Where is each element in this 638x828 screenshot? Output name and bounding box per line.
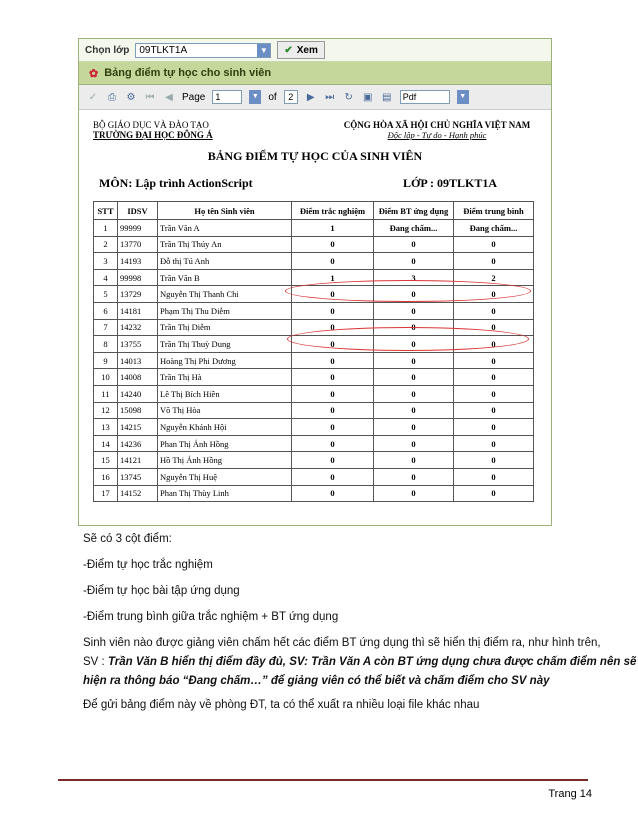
table-cell: 7 [94, 319, 118, 336]
table-cell: Trần Văn A [158, 220, 292, 237]
class-label: Chọn lớp [85, 44, 130, 56]
table-cell: 0 [292, 253, 374, 270]
report-header-right [337, 120, 537, 140]
table-cell: 3 [94, 253, 118, 270]
table-cell: 14236 [118, 435, 158, 452]
report-header [93, 120, 537, 140]
table-cell: 13729 [118, 286, 158, 303]
subject-label: MÔN: Lập trình ActionScript [99, 176, 253, 190]
table-cell: 14121 [118, 452, 158, 469]
republic-name: CỘNG HÒA XÃ HỘI CHỦ NGHĨA VIỆT NAM [343, 120, 531, 130]
next-page-icon[interactable]: ▶ [306, 91, 315, 103]
table-cell: 10 [94, 369, 118, 386]
table-cell: 0 [374, 253, 454, 270]
table-cell: 0 [454, 485, 534, 502]
table-cell: 0 [374, 419, 454, 436]
doc-line-2: -Điểm tự học trắc nghiệm [83, 559, 213, 571]
table-cell: 0 [374, 385, 454, 402]
table-cell: 16 [94, 468, 118, 485]
class-select-bar [79, 39, 551, 62]
doc-line-1: Sẽ có 3 cột điểm: [83, 533, 172, 545]
print-icon[interactable]: ⎙ [108, 91, 116, 103]
prev-page-icon[interactable]: ◀ [165, 91, 173, 103]
report-meta [93, 176, 537, 191]
chevron-down-icon[interactable]: ▼ [457, 90, 469, 104]
table-cell: 0 [454, 286, 534, 303]
table-cell: 14193 [118, 253, 158, 270]
print-setup-icon[interactable]: ⚙ [126, 91, 136, 103]
table-cell: 1 [292, 269, 374, 286]
table-cell: 0 [292, 352, 374, 369]
doc-line-4: -Điểm trung bình giữa trắc nghiệm + BT ứng dụng [83, 611, 339, 623]
table-cell: 0 [374, 402, 454, 419]
table-row [94, 468, 534, 485]
table-cell: Đang chấm... [454, 220, 534, 237]
table-cell: Nguyễn Khánh Hội [158, 419, 292, 436]
table-cell: 0 [292, 402, 374, 419]
table-cell: 0 [292, 435, 374, 452]
table-row [94, 452, 534, 469]
table-cell: 0 [454, 419, 534, 436]
table-cell: 0 [374, 236, 454, 253]
table-cell: 0 [292, 286, 374, 303]
table-cell: 0 [374, 319, 454, 336]
table-cell: 4 [94, 269, 118, 286]
national-motto: Độc lập - Tự do - Hạnh phúc [387, 130, 487, 140]
table-row [94, 369, 534, 386]
panel-icon: ✿ [89, 67, 99, 80]
report-body [79, 120, 551, 502]
table-cell: Đỗ thị Tú Anh [158, 253, 292, 270]
table-cell: 5 [94, 286, 118, 303]
export-icon[interactable]: ▤ [381, 91, 392, 103]
table-cell: 0 [454, 336, 534, 353]
doc-line-5: Sinh viên nào được giảng viên chấm hết các điểm BT ứng dụng thì sẽ hiển thị điểm ra, như hình trên, [83, 637, 601, 649]
table-cell: 99998 [118, 269, 158, 286]
table-cell: 13 [94, 419, 118, 436]
view-button-label: Xem [296, 44, 318, 56]
table-cell: Nguyễn Thị Thanh Chi [158, 286, 292, 303]
table-cell: 0 [292, 369, 374, 386]
table-cell: 0 [292, 302, 374, 319]
total-pages: 2 [284, 90, 298, 104]
table-cell: 14013 [118, 352, 158, 369]
table-body [94, 220, 534, 502]
table-cell: 0 [454, 468, 534, 485]
table-cell: 0 [374, 352, 454, 369]
table-cell: 0 [454, 236, 534, 253]
column-header: IDSV [118, 202, 158, 220]
table-cell: Lê Thị Bích Hiền [158, 385, 292, 402]
table-cell: 1 [94, 220, 118, 237]
format-select[interactable]: Pdf [400, 90, 450, 104]
table-cell: 0 [454, 369, 534, 386]
table-cell: Đang chấm... [374, 220, 454, 237]
table-cell: 15 [94, 452, 118, 469]
table-cell: Võ Thị Hòa [158, 402, 292, 419]
table-cell: Phan Thị Thùy Linh [158, 485, 292, 502]
table-cell: 0 [292, 336, 374, 353]
table-row [94, 352, 534, 369]
table-cell: 12 [94, 402, 118, 419]
table-row [94, 402, 534, 419]
of-label: of [268, 91, 277, 103]
table-cell: 15098 [118, 402, 158, 419]
table-cell: 3 [374, 269, 454, 286]
table-cell: 0 [454, 302, 534, 319]
table-cell: 1 [292, 220, 374, 237]
table-cell: 0 [292, 236, 374, 253]
table-cell: 0 [454, 253, 534, 270]
table-row [94, 220, 534, 237]
table-cell: 14008 [118, 369, 158, 386]
table-cell: 2 [94, 236, 118, 253]
table-cell: 13745 [118, 468, 158, 485]
university-name: TRƯỜNG ĐẠI HỌC ĐÔNG Á [93, 130, 213, 140]
doc-line-7: hiện ra thông báo “Đang chấm…” để giảng viên có thể biết và chấm điểm cho SV này [83, 675, 550, 687]
table-cell: 6 [94, 302, 118, 319]
table-cell: 13770 [118, 236, 158, 253]
save-icon[interactable]: ▣ [362, 91, 373, 103]
column-header: STT [94, 202, 118, 220]
chevron-down-icon[interactable]: ▼ [249, 90, 261, 104]
column-header: Điểm trắc nghiệm [292, 202, 374, 220]
report-title: BẢNG ĐIỂM TỰ HỌC CỦA SINH VIÊN [207, 149, 423, 163]
table-cell: 17 [94, 485, 118, 502]
table-cell: Trần Thị Thuỳ Dung [158, 336, 292, 353]
view-button[interactable] [277, 41, 325, 59]
chevron-down-icon[interactable]: ▼ [257, 44, 270, 57]
report-toolbar [79, 85, 551, 110]
table-cell: Phạm Thị Thu Diễm [158, 302, 292, 319]
table-cell: 0 [292, 485, 374, 502]
refresh-icon[interactable]: ↻ [344, 91, 353, 103]
table-cell: 0 [454, 402, 534, 419]
column-header: Điểm trung bình [454, 202, 534, 220]
table-row [94, 253, 534, 270]
page-number: Trang 14 [548, 788, 592, 800]
table-row [94, 236, 534, 253]
doc-line-6 [83, 656, 636, 668]
doc-line-3: -Điểm tự học bài tập ứng dụng [83, 585, 240, 597]
table-cell: Trần Thị Thúy An [158, 236, 292, 253]
table-cell: 8 [94, 336, 118, 353]
table-cell: 0 [292, 419, 374, 436]
page-input[interactable]: 1 [212, 90, 242, 104]
table-cell: 0 [292, 468, 374, 485]
panel-title: Bảng điểm tự học cho sinh viên [104, 67, 272, 79]
table-cell: 0 [292, 385, 374, 402]
first-page-icon[interactable]: ⏮ [145, 91, 155, 103]
table-cell: 0 [374, 302, 454, 319]
check-icon[interactable]: ✓ [88, 91, 98, 103]
table-cell: 0 [374, 485, 454, 502]
ministry-name: BỘ GIÁO DỤC VÀ ĐÀO TẠO [93, 120, 209, 130]
table-cell: 9 [94, 352, 118, 369]
highlight-oval-row-1 [285, 280, 531, 302]
table-cell: 0 [454, 452, 534, 469]
check-icon: ✔ [284, 44, 293, 56]
table-cell: Trần Thị Diễm [158, 319, 292, 336]
table-cell: Hoàng Thị Phi Dương [158, 352, 292, 369]
table-row [94, 302, 534, 319]
grades-table [93, 201, 534, 502]
table-cell: Phan Thị Ánh Hồng [158, 435, 292, 452]
table-cell: 14152 [118, 485, 158, 502]
panel-title-bar [79, 62, 551, 85]
column-header: Họ tên Sinh viên [158, 202, 292, 220]
class-select-value: 09TLKT1A [139, 44, 188, 56]
class-select[interactable] [135, 43, 271, 58]
table-cell: 0 [454, 435, 534, 452]
table-header-row [94, 202, 534, 220]
report-header-left [93, 120, 233, 140]
table-cell: Trần Văn B [158, 269, 292, 286]
table-cell: 14181 [118, 302, 158, 319]
embedded-screenshot [78, 38, 552, 526]
table-cell: 0 [374, 435, 454, 452]
table-cell: 0 [374, 468, 454, 485]
table-cell: 14240 [118, 385, 158, 402]
table-row [94, 435, 534, 452]
table-row [94, 485, 534, 502]
table-cell: 14215 [118, 419, 158, 436]
class-info: LỚP : 09TLKT1A [402, 176, 497, 190]
doc-line-6-emphasis: Trần Văn B hiển thị điểm đầy đủ, SV: Trần Văn A còn BT ứng dụng chưa được chấm điểm nên sẽ [107, 656, 637, 668]
table-cell: 0 [292, 452, 374, 469]
doc-line-8: Để gửi bảng điểm này về phòng ĐT, ta có thể xuất ra nhiều loại file khác nhau [83, 699, 480, 711]
table-cell: 0 [292, 319, 374, 336]
table-cell: 0 [454, 319, 534, 336]
page-label: Page [182, 91, 206, 103]
table-cell: 14232 [118, 319, 158, 336]
table-cell: 14 [94, 435, 118, 452]
footer-rule [58, 779, 588, 781]
table-cell: 2 [454, 269, 534, 286]
column-header: Điểm BT ứng dụng [374, 202, 454, 220]
table-cell: Trần Thị Hà [158, 369, 292, 386]
table-row [94, 419, 534, 436]
table-cell: 13755 [118, 336, 158, 353]
table-cell: 0 [374, 452, 454, 469]
table-cell: 0 [374, 286, 454, 303]
table-cell: 0 [454, 352, 534, 369]
doc-line-6-prefix: SV : [83, 656, 108, 668]
table-cell: 0 [374, 369, 454, 386]
table-cell: Hồ Thị Ánh Hồng [158, 452, 292, 469]
table-cell: 11 [94, 385, 118, 402]
highlight-oval-row-4 [287, 327, 529, 351]
table-cell: 0 [454, 385, 534, 402]
table-cell: 99999 [118, 220, 158, 237]
last-page-icon[interactable]: ⏭ [325, 91, 335, 103]
table-row [94, 385, 534, 402]
table-cell: Nguyễn Thị Huệ [158, 468, 292, 485]
table-cell: 0 [374, 336, 454, 353]
